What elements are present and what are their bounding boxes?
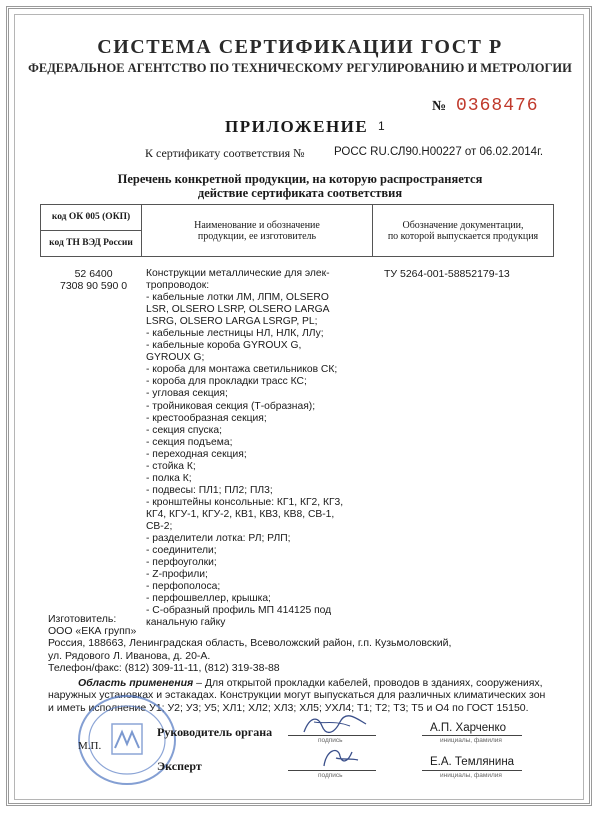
product-list (146, 268, 343, 629)
product-line: - перфополоса; (146, 581, 221, 593)
certificate-number: РОСС RU.СЛ90.Н00227 от 06.02.2014г. (334, 146, 544, 158)
head-name-line (422, 735, 522, 736)
product-line: - кабельные лотки ЛМ, ЛПМ, OLSERO (146, 292, 329, 304)
doc-column-header: Обозначение документации, по которой выпускается продукция (373, 205, 554, 257)
product-line: - секция спуска; (146, 424, 222, 436)
product-line: - секция подъема; (146, 436, 233, 448)
product-line: - короба для монтажа светильников СК; (146, 364, 338, 376)
product-line: - полка К; (146, 472, 192, 484)
product-line: - кабельные лестницы НЛ, НЛК, ЛЛу; (146, 328, 324, 340)
appendix-number: 1 (378, 119, 385, 133)
code-okp-label: код ОК 005 (ОКП) (41, 205, 141, 231)
product-line: - перфошвеллер, крышка; (146, 593, 271, 605)
code-column-header (41, 205, 142, 257)
product-line: - переходная секция; (146, 448, 247, 460)
manufacturer-block (48, 613, 451, 674)
expert-signature-icon (318, 742, 362, 772)
code-tnved-value: 7308 90 590 0 (60, 280, 128, 292)
product-line: - кронштейны консольные: КГ1, КГ2, КГ3, (146, 496, 344, 508)
product-codes (60, 268, 127, 292)
expert-name-caption: инициалы, фамилия (440, 772, 502, 779)
blank-number: 0368476 (456, 96, 539, 116)
agency-title: ФЕДЕРАЛЬНОЕ АГЕНТСТВО ПО ТЕХНИЧЕСКОМУ РЕГУЛИРОВАНИЮ И МЕТРОЛОГИИ (28, 61, 572, 75)
product-line: СВ-2; (146, 520, 173, 532)
manufacturer-address: Россия, 188663, Ленинградская область, Всеволожский район, г.п. Кузьмоловский, (48, 637, 452, 650)
head-name-caption: инициалы, фамилия (440, 737, 502, 744)
head-name: А.П. Харченко (430, 722, 507, 734)
product-line: - Z-профили; (146, 569, 208, 581)
product-line: тропроводок: (146, 280, 210, 292)
product-line: - С-образный профиль МП 414125 под (146, 605, 332, 617)
table-header (40, 204, 554, 257)
name-column-header: Наименование и обозначение продукции, ее изготовитель (142, 205, 373, 257)
application-line1: – Для открытой прокладки кабелей, проводов в зданиях, сооружениях, (193, 677, 543, 689)
expert-name-line (422, 770, 522, 771)
expert-name: Е.А. Темлянина (430, 756, 515, 768)
application-line3: и иметь исполнение У1; У2; У3; У5; ХЛ1; ХЛ2; ХЛ3; ХЛ5; УХЛ4; Т1; Т2; Т3; Т5 и О4 по ГОСТ 15150. (48, 701, 529, 714)
manufacturer-street: ул. Рядового Л. Иванова, д. 20-А. (48, 649, 211, 662)
product-line: Конструкции металлические для элек- (146, 268, 330, 279)
list-heading-line2: действие сертификата соответствия (197, 186, 403, 200)
head-sign-caption: подпись (318, 737, 343, 744)
manufacturer-name: ООО «ЕКА групп» (48, 625, 137, 638)
product-line: - тройниковая секция (Т-образная); (146, 400, 316, 412)
product-line: - соединители; (146, 545, 217, 557)
product-line: - кабельные короба GYROUX G, (146, 340, 302, 352)
application-line2: наружных установках и эстакадах. Конструкции могут выпускаться для различных климатических зон (48, 689, 546, 702)
head-signature-icon (300, 712, 370, 738)
product-line: - короба для прокладки трасс КС; (146, 376, 307, 388)
certificate-line: К сертификату соответствия № (145, 146, 305, 160)
product-line: LSR, OLSERO LSRP, OLSERO LARGA (146, 304, 330, 316)
tu-document: ТУ 5264-001-58852179-13 (384, 268, 510, 280)
code-tnved-label: код ТН ВЭД России (49, 238, 133, 248)
manufacturer-phone: Телефон/факс: (812) 309-11-11, (812) 319-38-88 (48, 661, 280, 674)
product-line: - подвесы: ПЛ1; ПЛ2; ПЛ3; (146, 484, 273, 496)
head-label: Руководитель органа (157, 725, 273, 739)
system-title: СИСТЕМА СЕРТИФИКАЦИИ ГОСТ Р (97, 36, 503, 58)
expert-label: Эксперт (157, 759, 202, 773)
product-line: - стойка К; (146, 460, 196, 472)
product-line: LSRG, OLSERO LARGA LSRGP, PL; (146, 316, 318, 328)
product-line: - разделители лотка: РЛ; РЛП; (146, 533, 291, 545)
product-line: канальную гайку (146, 617, 226, 629)
manufacturer-label: Изготовитель: (48, 613, 117, 625)
product-line: КГ4, КГУ-1, КГУ-2, КВ1, КВ3, КВ8, СВ-1, (146, 508, 335, 520)
application-label: Область применения (78, 677, 194, 689)
list-heading-line1: Перечень конкретной продукции, на которую распространяется (117, 172, 483, 186)
mp-label: М.П. (78, 740, 102, 752)
product-line: GYROUX G; (146, 352, 205, 364)
product-line: - перфоуголки; (146, 557, 217, 569)
appendix-title: ПРИЛОЖЕНИЕ (225, 117, 369, 136)
expert-sign-caption: подпись (318, 772, 343, 779)
product-line: - крестообразная секция; (146, 412, 267, 424)
number-label: № (432, 99, 447, 114)
product-line: - угловая секция; (146, 388, 228, 400)
code-okp-value: 52 6400 (74, 268, 113, 280)
